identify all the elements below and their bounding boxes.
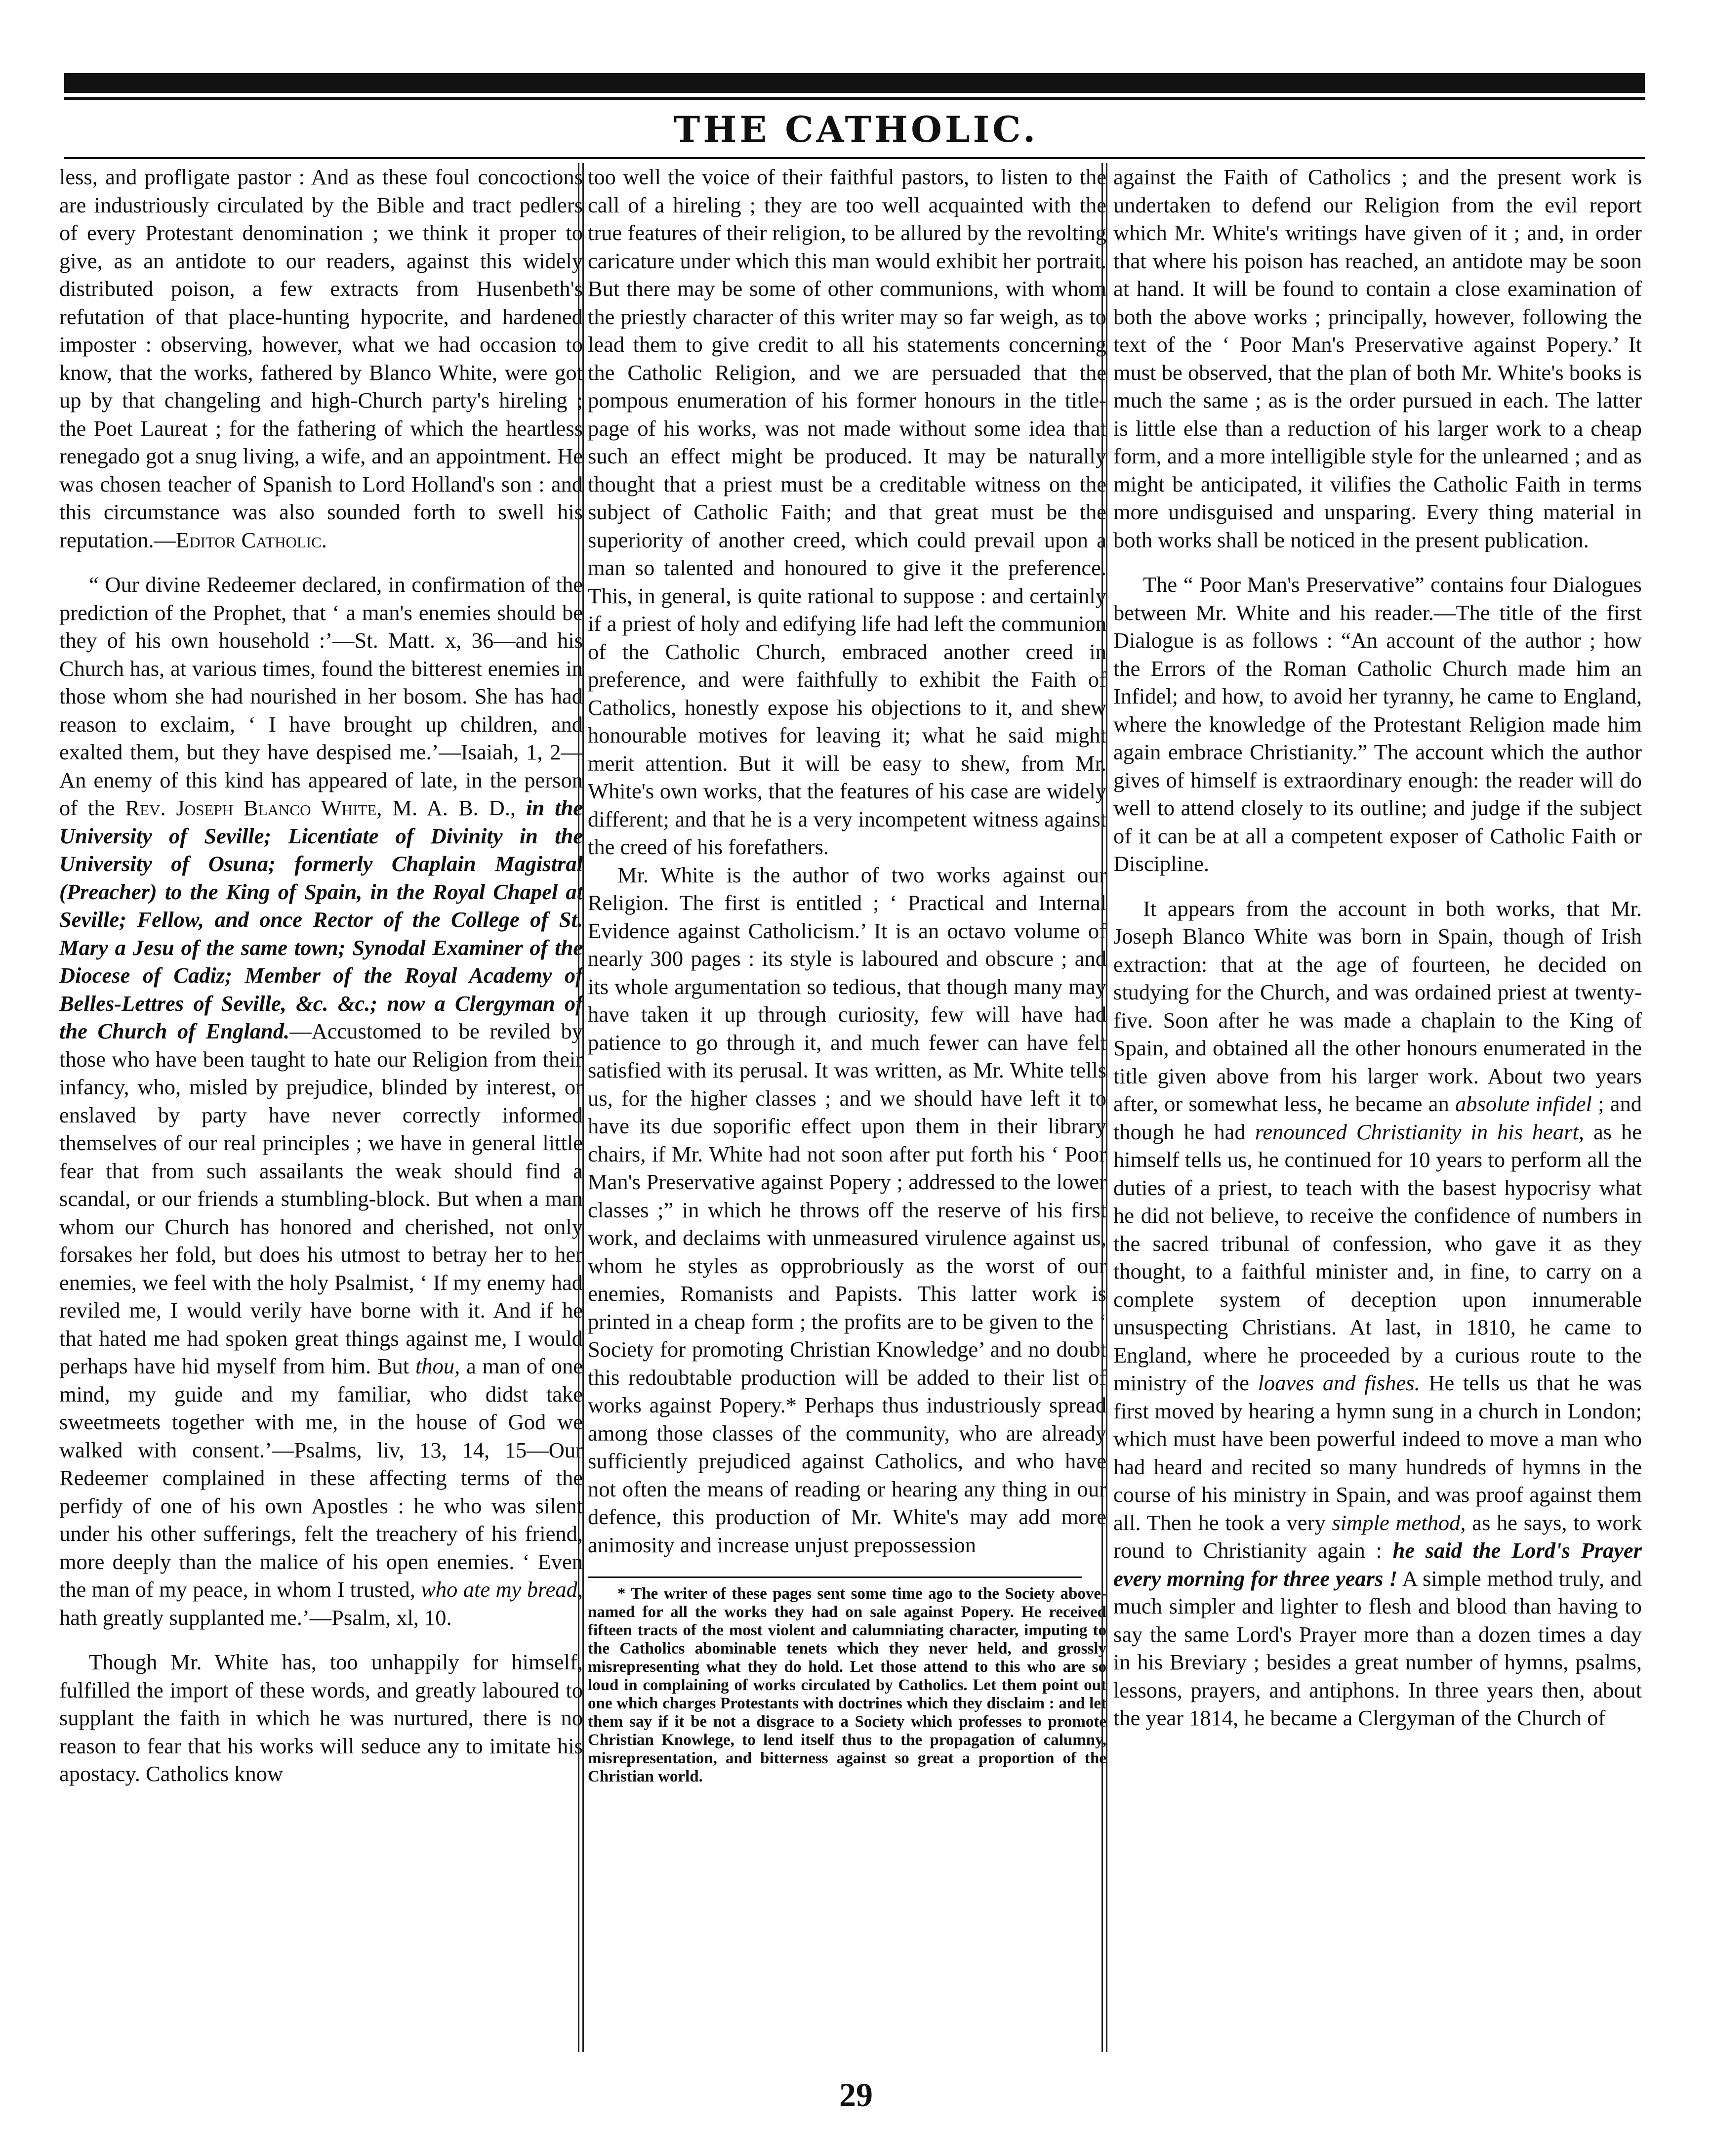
paragraph-account [1113, 895, 1642, 1732]
paragraph-redeemer [59, 571, 583, 1631]
text-run: He tells us that he was first moved by hearing a hymn sung in a church in London; which must have been powerful indeed to move a man who had heard and recited so many hundreds of hymns in the course of his ministry in Spain, and was proof against them all. Then he took a very [1113, 1370, 1642, 1535]
italic-run: thou, [415, 1354, 460, 1378]
top-thick-rule [64, 73, 1645, 93]
text-run: —Accustomed to be reviled by those who have been taught to hate our Religion from their infancy, who, misled by prejudice, blinded by interest, or enslaved by party have never correctly informed themselves of our real principles ; we have in general little fear that from such assailants the weak should find a scandal, or our friends a stumbling-block. But when a man whom our Church has honored and cherished, not only forsakes her fold, but does his utmost to betray her to her enemies, we feel with the holy Psalmist, ‘ If my enemy had reviled me, I would verily have borne with it. And if he that hated me had spoken great things against me, I would perhaps have hid myself from him. But [59, 1019, 583, 1378]
text-run: “ Our divine Redeemer declared, in confirmation of the prediction of the Prophet, that ‘ a man's enemies should be they of his own household :’—St. Matt. x, 36—and his Church has, at various times, found the bitterest enemies in those whom she had nourished in her bosom. She has had reason to exclaim, ‘ I have brought up children, and exalted them, but they have despised me.’—Isaiah, 1, 2—An enemy of this kind has appeared of late, in the person of the [59, 572, 583, 820]
author-titles: in the University of Seville; Licentiate of Divinity in the University of Osuna; formerly Chaplain Magistral (Preacher) to the King of Spain, in the Royal Chapel at Seville; Fellow, and once Rector of the College of St. Mary a Jesu of the same town; Synodal Examiner of the Diocese of Cadiz; Member of the Royal Academy of Belles-Lettres of Seville, &c. &c.; now a Clergyman of the Church of England. [59, 795, 583, 1043]
text-run: hath greatly supplanted me.’—Psalm, xl, 10. [59, 1605, 452, 1630]
paragraph-present-work: against the Faith of Catholics ; and the present work is undertaken to defend our Religion from the evil report which Mr. White's writings have given of it ; and, in order that where his poison has reached, an antidote may be soon at hand. It will be found to contain a close examination of both the above works ; principally, however, following the text of the ‘ Poor Man's Preservative against Popery.’ It must be observed, that the plan of both Mr. White's books is much the same ; as is the order pursued in each. The latter is little else than a reduction of his larger work to a cheap form, and a more intelligible style for the unlearned ; and as might be anticipated, it vilifies the Catholic Faith in terms more undisguised and unsparing. Every thing material in both works shall be noticed in the present publication. [1113, 165, 1642, 552]
running-head: THE CATHOLIC. [673, 108, 1039, 150]
editor-intro-text: less, and profligate pastor : And as these foul concoctions are industriously circulated by the Bible and tract pedlers of every Protestant denomination ; we think it proper to give, as an antidote to our readers, against this widely distributed poison, a few extracts from Husenbeth's refutation of that place-hunting hypocrite, and hardened imposter : observing, however, what we had occasion to know, that the works, fathered by Blanco White, were got up by that changeling and high-Church party's hireling ; the Poet Laureat ; for the fathering of which the heartless renegado got a snug living, a wife, and an appointment. He was chosen teacher of Spanish to Lord Holland's son : and this circumstance was also sounded forth to swell his reputation.— [59, 165, 583, 552]
text-run: a man of one mind, my guide and my familiar, who didst take sweetmeets together with me, in the house of God we walked with consent.’—Psalms, liv, 13, 14, 15—Our Redeemer complained in these affecting terms of the perfidy of one of his own Apostles : he who was silent under his other sufferings, felt the treachery of his friend, more deeply than the malice of his open enemies. ‘ Even the man of my peace, in whom I trusted, [59, 1354, 583, 1602]
editor-signature: Editor Catholic. [176, 527, 327, 552]
paragraph-two-works: Mr. White is the author of two works against our Religion. The first is entitled ; ‘ Practical and Internal Evidence against Catholicism.’ It is an octavo volume of nearly 300 pages : its style is laboured and obscure ; and its whole argumentation so tedious, that though many may have taken it up through curiosity, few will have had patience to go through it, and much fewer can have felt satisfied with its perusal. It was written, as Mr. White tells us, for the higher classes ; and we should have left it to have its due soporific effect upon them in their library chairs, if Mr. White had not soon after put forth his ‘ Poor Man's Preservative against Popery ; addressed to the lower classes ;” in which he throws off the reserve of his first work, and declaims with unmeasured virulence against us, whom he styles as opprobriously as the worst of our enemies, Romanists and Papists. This latter work is printed in a cheap form ; the profits are to be given to the ‘ Society for promoting Christian Knowledge’ and no doubt this redoubtable production will be added to their list of works against Popery.* Perhaps thus industriously spread among those classes of the community, who are already sufficiently prejudiced against Catholics, and who have not often the means of reading or hearing any thing in our defence, this production of Mr. White's may add more animosity and increase unjust prepossession [588, 862, 1106, 1557]
column-separator [578, 163, 584, 2052]
italic-run: simple method, [1332, 1510, 1466, 1535]
footnote-rule [588, 1576, 1082, 1578]
italic-run: he said the Lord's Prayer every morning for three years ! [1113, 1538, 1642, 1591]
top-thin-rule [64, 97, 1645, 100]
text-run: ; and though he had [1113, 1091, 1642, 1144]
column-2 [588, 163, 1106, 2052]
header-rule [64, 157, 1645, 159]
paragraph-pastors: too well the voice of their faithful pastors, to listen to the call of a hireling ; they are too well acquainted with the true features of their religion, to be allured by the revolting caricature under which this man would exhibit her portrait. But there may be some of other communions, with whom the priestly character of this writer may so far weigh, as to lead them to give credit to all his statements concerning the Catholic Religion, and we are persuaded that the pompous enumeration of his former honours in the title-page of his works, was not made without some idea that such an effect might be produced. It may be naturally thought that a priest must be a creditable witness on the subject of Catholic Faith; and that great must be the superiority of another creed, which could prevail upon a man so talented and honoured to give it the preference. This, in general, is quite rational to suppose : and certainly if a priest of holy and edifying life had left the communion of the Catholic Church, embraced another creed in preference, and were faithfully to exhibit the Faith of Catholics, honestly expose his objections to it, and shew honourable motives for leaving it; what he said might merit attention. But it will be easy to shew, from Mr. White's own works, that the features of his case are widely different; and that he is a very incompetent witness against the creed of his forefathers. [588, 165, 1106, 859]
footnote: * The writer of these pages sent some time ago to the Society above-named for all the works they had on sale against Popery. He received fifteen tracts of the most violent and calumniating character, imputing to the Catholics abominable tenets which they never held, and grossly misrepresenting what they do hold. Let those attend to this who are so loud in complaining of works circulated by Catholics. Let them point out one which charges Protestants with doctrines which they disclaim : and let them say if it be not a disgrace to a Society which professes to promote Christian Knowlege, to lend itself thus to the propagation of calumny, misrepresentation, and bitterness against so great a proportion of the Christian world. [588, 1585, 1106, 1785]
text-run: A simple method truly, and much simpler and lighter to flesh and blood than having to say the same Lord's Prayer more than a dozen times a day in his Breviary ; besides a great number of hymns, psalms, lessons, prayers, and antiphons. In three years then, about the year 1814, he became a Clergyman of the Church of [1113, 1566, 1642, 1730]
author-name: Rev. Joseph Blanco White, M. A. B. D., [125, 795, 516, 820]
text-run: as he says, to work round to Christianity again : [1113, 1510, 1642, 1563]
text-run: as he himself tells us, he continued for 10 years to perform all the duties of a priest, to teach with the basest hypocrisy what he did not believe, to receive the confidence of numbers in the sacred tribunal of confession, who gave it as they thought, to a faithful minister and, in fine, to carry on a complete system of deception upon innumerable unsuspecting Christians. At last, in 1810, he came to England, where he proceeded by a curious route to the ministry of the [1113, 1119, 1642, 1395]
paragraph-preservative: The “ Poor Man's Preservative” contains four Dialogues between Mr. White and his reader.—The title of the first Dialogue is as follows : “An account of the author ; how the Errors of the Roman Catholic Church made him an Infidel; and how, to avoid her tyranny, he came to England, where the knowledge of the Protestant Religion made him again embrace Christianity.” The account which the author gives of himself is extraordinary enough: the reader will do well to attend closely to its outline; and judge if the subject of it can be at all a competent exposer of Catholic Faith or Discipline. [1113, 572, 1642, 876]
editor-intro [59, 163, 583, 554]
paragraph-though: Though Mr. White has, too unhappily for himself, fulfilled the import of these words, and greatly laboured to supplant the faith in which he was nurtured, there is no reason to fear that his works will seduce any to imitate his apostacy. Catholics know [59, 1650, 583, 1786]
text-run: It appears from the account in both works, that Mr. Joseph Blanco White was born in Spain, though of Irish extraction: that at the age of fourteen, he decided on studying for the Church, and was ordained priest at twenty-five. Soon after he was made a chaplain to the King of Spain, and obtained all the other honours enumerated in the title given above from his larger work. About two years after, or somewhat less, he became an [1113, 896, 1642, 1116]
column-3 [1113, 163, 1642, 2052]
italic-run: who ate my bread, [421, 1577, 583, 1602]
column-separator [1101, 163, 1107, 2052]
italic-run: loaves and fishes. [1258, 1370, 1420, 1395]
italic-run: absolute infidel [1455, 1091, 1592, 1116]
page-number: 29 [839, 2076, 873, 2114]
column-1 [59, 163, 583, 2052]
italic-run: renounced Christianity in his heart, [1255, 1119, 1584, 1144]
